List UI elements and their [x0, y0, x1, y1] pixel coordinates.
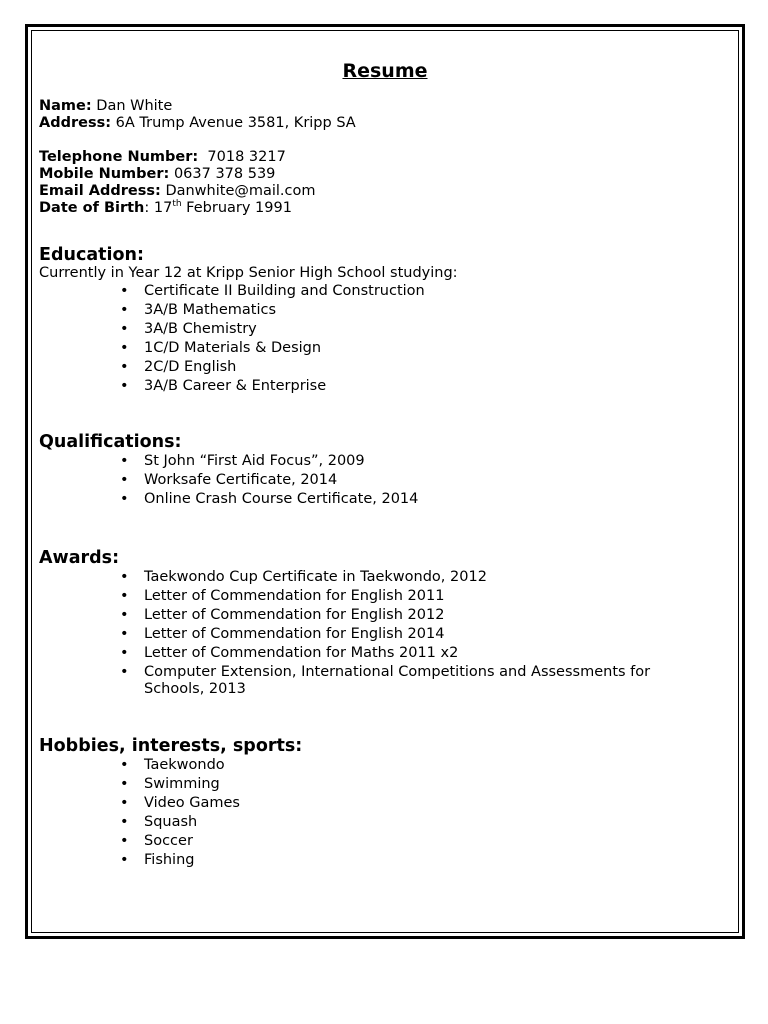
bullet-icon: • [120, 472, 129, 488]
bullet-icon: • [120, 378, 129, 394]
mobile-label: Mobile Number: [39, 166, 170, 182]
bullet-icon: • [120, 491, 129, 507]
email-line [39, 183, 719, 200]
list-item [120, 452, 719, 471]
dob-label: Date of Birth [39, 200, 145, 216]
list-item-text: 2C/D English [144, 359, 237, 375]
bullet-icon: • [120, 852, 129, 868]
list-item-text: Certificate II Building and Construction [144, 283, 425, 299]
list-item [120, 756, 719, 775]
telephone-value: 7018 3217 [207, 149, 286, 165]
spacer [39, 698, 719, 736]
qualifications-heading: Qualifications: [39, 432, 182, 452]
bullet-icon: • [120, 340, 129, 356]
list-item [120, 568, 719, 587]
bullet-icon: • [120, 776, 129, 792]
list-item-text: St John “First Aid Focus”, 2009 [144, 453, 365, 469]
list-item [120, 339, 719, 358]
list-item-text: 3A/B Career & Enterprise [144, 378, 327, 394]
list-item [120, 644, 719, 663]
email-value: Danwhite@mail.com [165, 183, 316, 199]
bullet-icon: • [120, 795, 129, 811]
list-item [120, 320, 719, 339]
address-label: Address: [39, 115, 112, 131]
bullet-icon: • [120, 814, 129, 830]
awards-list [39, 568, 719, 698]
dob-suffix: th [172, 199, 182, 210]
list-item-text: 3A/B Chemistry [144, 321, 257, 337]
bullet-icon: • [120, 626, 129, 642]
list-item-text: Letter of Commendation for English 2014 [144, 626, 445, 642]
bullet-icon: • [120, 607, 129, 623]
hobbies-heading: Hobbies, interests, sports: [39, 736, 303, 756]
bullet-icon: • [120, 283, 129, 299]
mobile-value: 0637 378 539 [173, 166, 276, 182]
list-item [120, 813, 719, 832]
bullet-icon: • [120, 645, 129, 661]
bullet-icon: • [120, 453, 129, 469]
bullet-icon: • [120, 588, 129, 604]
dob-day: : 17 [144, 200, 173, 216]
list-item [120, 775, 719, 794]
telephone-line [39, 149, 719, 166]
hobbies-list [39, 756, 719, 870]
list-item-text: Video Games [144, 795, 240, 811]
list-item-text: Computer Extension, International Competitions and Assessments for [144, 664, 651, 680]
list-item [120, 625, 719, 644]
spacer [39, 132, 719, 149]
list-item-text-continued: Schools, 2013 [144, 681, 246, 697]
bullet-icon: • [120, 321, 129, 337]
bullet-icon: • [120, 359, 129, 375]
list-item-text: Taekwondo [144, 757, 225, 773]
list-item-text: Letter of Commendation for English 2011 [144, 588, 445, 604]
list-item [120, 794, 719, 813]
dob-rest: February 1991 [181, 200, 292, 216]
list-item [120, 471, 719, 490]
list-item [120, 282, 719, 301]
bullet-icon: • [120, 833, 129, 849]
list-item-text: Online Crash Course Certificate, 2014 [144, 491, 419, 507]
list-item-text: Fishing [144, 852, 195, 868]
list-item [120, 664, 719, 698]
dob-line [39, 200, 719, 217]
list-item-text: Squash [144, 814, 198, 830]
education-intro: Currently in Year 12 at Kripp Senior High School studying: [39, 265, 458, 281]
spacer [39, 509, 719, 548]
list-item [120, 377, 719, 396]
name-line [39, 98, 719, 115]
name-value: Dan White [96, 98, 173, 114]
mobile-line [39, 166, 719, 183]
list-item-text: Letter of Commendation for English 2012 [144, 607, 445, 623]
awards-heading: Awards: [39, 548, 120, 568]
address-value: 6A Trump Avenue 3581, Kripp SA [115, 115, 356, 131]
bullet-icon: • [120, 664, 129, 680]
list-item [120, 606, 719, 625]
bullet-icon: • [120, 302, 129, 318]
email-label: Email Address: [39, 183, 161, 199]
name-label: Name: [39, 98, 92, 114]
bullet-icon: • [120, 569, 129, 585]
list-item-text: 1C/D Materials & Design [144, 340, 322, 356]
list-item [120, 587, 719, 606]
telephone-label: Telephone Number: [39, 149, 199, 165]
spacer [39, 217, 719, 245]
list-item-text: Letter of Commendation for Maths 2011 x2 [144, 645, 459, 661]
list-item-text: 3A/B Mathematics [144, 302, 277, 318]
address-line [39, 115, 719, 132]
education-list [39, 282, 719, 396]
spacer [39, 396, 719, 432]
education-heading: Education: [39, 245, 144, 265]
resume-content [39, 58, 719, 870]
qualifications-list [39, 452, 719, 509]
list-item-text: Taekwondo Cup Certificate in Taekwondo, 2012 [144, 569, 487, 585]
list-item [120, 851, 719, 870]
list-item-text: Swimming [144, 776, 220, 792]
list-item [120, 358, 719, 377]
list-item [120, 301, 719, 320]
resume-title: Resume [342, 60, 428, 82]
bullet-icon: • [120, 757, 129, 773]
list-item-text: Worksafe Certificate, 2014 [144, 472, 338, 488]
list-item [120, 490, 719, 509]
list-item-text: Soccer [144, 833, 193, 849]
list-item [120, 832, 719, 851]
